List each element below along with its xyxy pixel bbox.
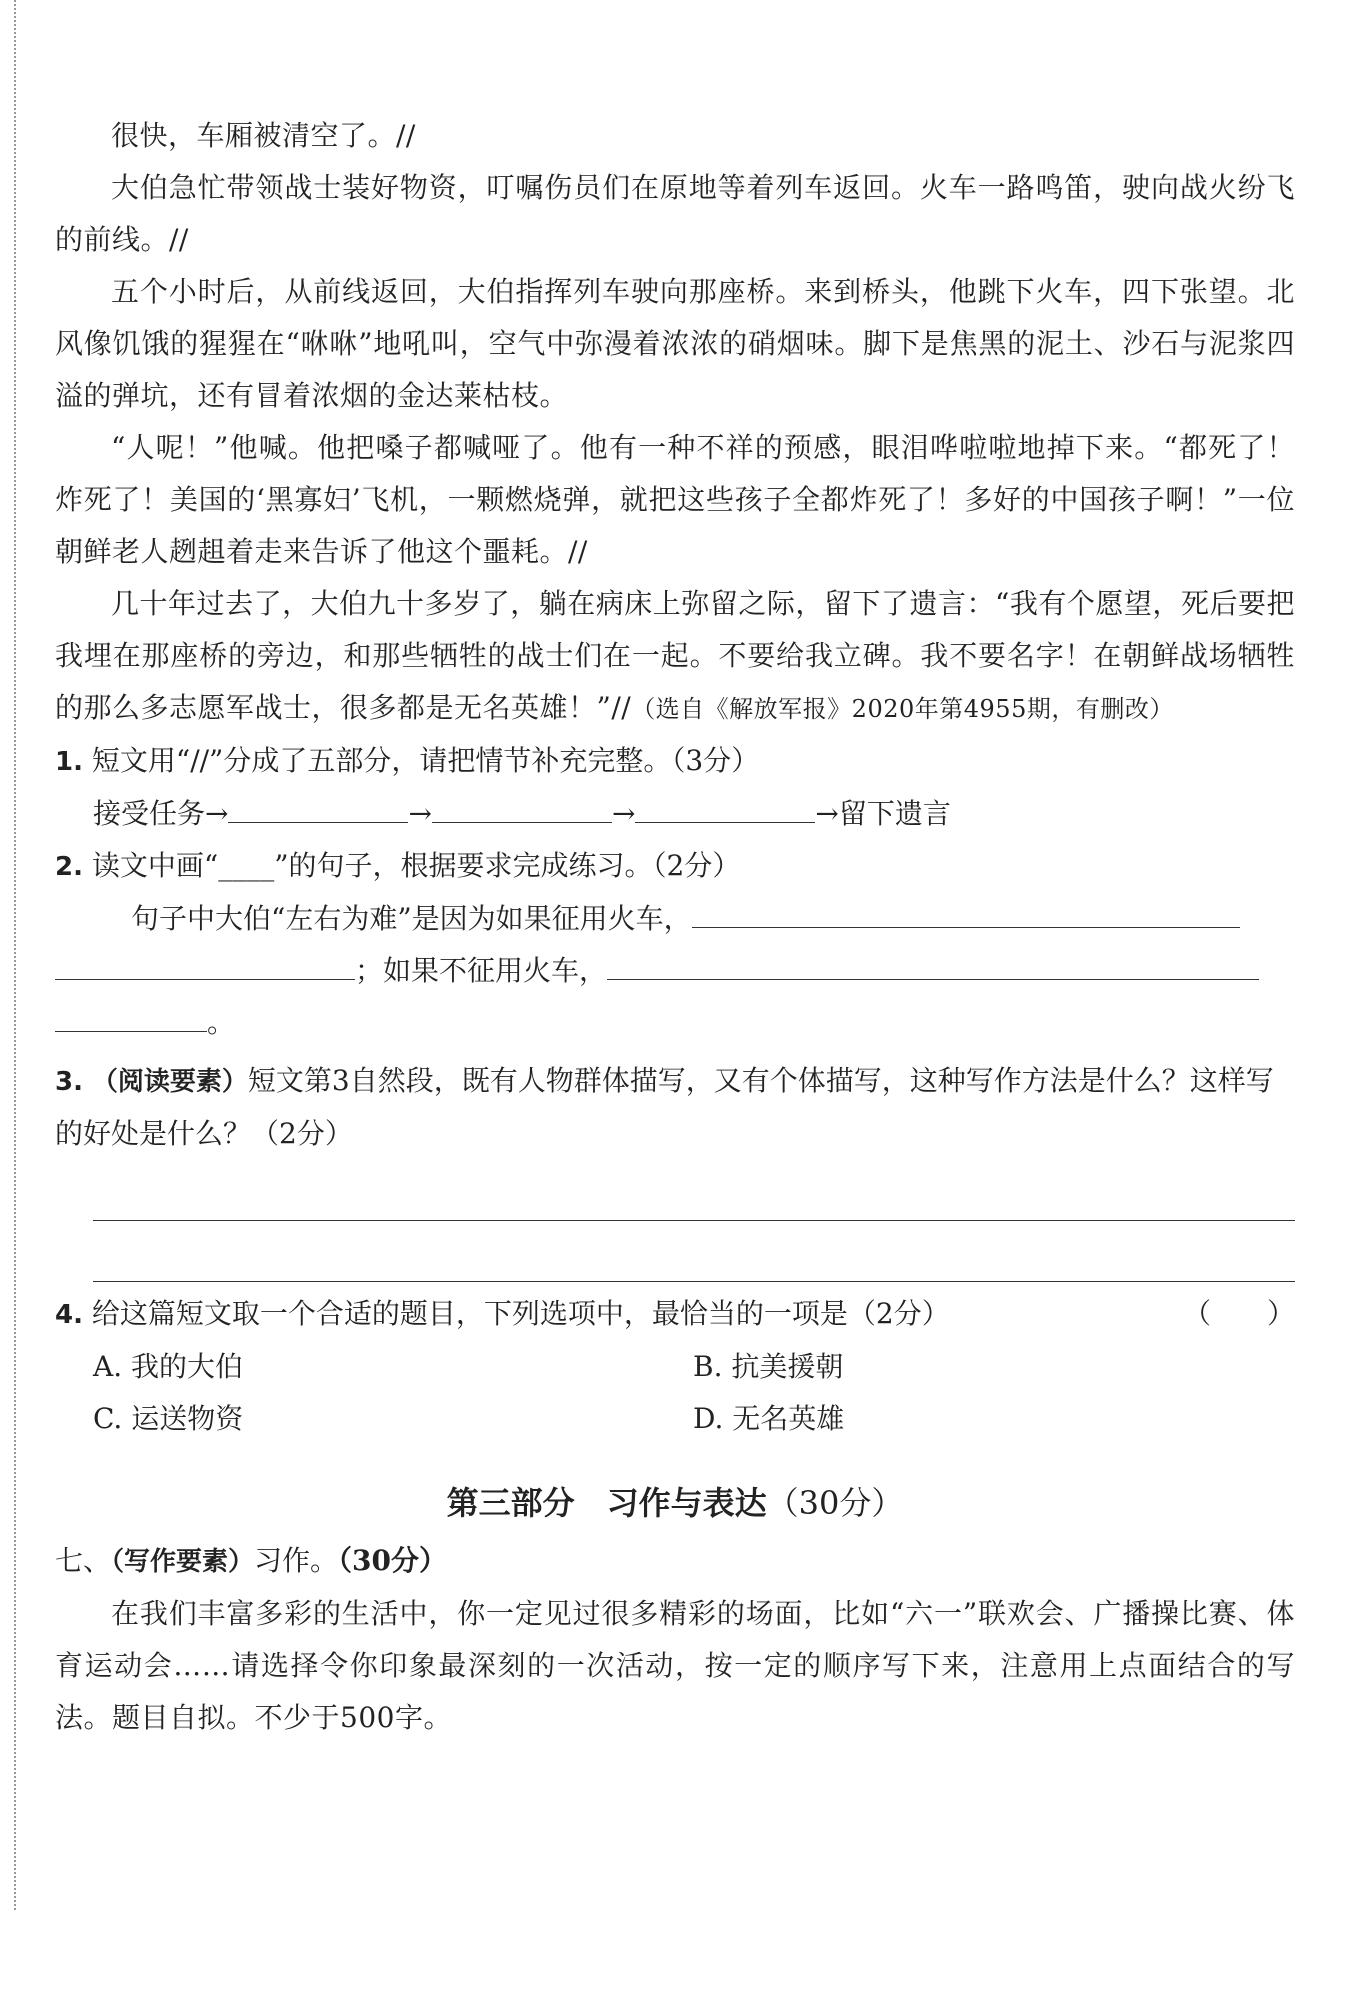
flow-start-label: 接受任务→ bbox=[93, 797, 229, 830]
option-a[interactable]: A. 我的大伯 bbox=[93, 1350, 244, 1383]
question-3-tag: （阅读要素） bbox=[91, 1067, 248, 1097]
task-7-body: 在我们丰富多彩的生活中，你一定见过很多精彩的场面，比如“六一”联欢会、广播操比赛、体育运动会……请选择令你印象最深刻的一次活动，按一定的顺序写下来，注意用上点面结合的写法。题目自拟。不少于500字。 bbox=[55, 1597, 1295, 1734]
section-3-points: （30分） bbox=[766, 1484, 904, 1522]
plot-blank-1[interactable] bbox=[228, 788, 408, 823]
task-7-label: 习作。 bbox=[254, 1544, 339, 1577]
question-4-options bbox=[55, 1341, 1295, 1445]
option-b[interactable]: B. 抗美援朝 bbox=[693, 1350, 844, 1383]
question-2-prompt-2: ；如果不征用火车， bbox=[355, 954, 608, 987]
answer-blank-2a[interactable] bbox=[692, 893, 1240, 928]
source-citation: （选自《解放军报》2020年第4955期，有删改） bbox=[631, 695, 1174, 723]
task-7-heading bbox=[55, 1535, 1295, 1588]
question-4-number: 4. bbox=[55, 1300, 83, 1330]
flow-arrow-1: → bbox=[408, 797, 432, 830]
question-2-number: 2. bbox=[55, 852, 83, 882]
question-4 bbox=[55, 1288, 1295, 1341]
section-3-title-text: 第三部分 习作与表达 bbox=[446, 1484, 767, 1522]
passage-paragraph-3: 五个小时后，从前线返回，大伯指挥列车驶向那座桥。来到桥头，他跳下火车，四下张望。北风像饥饿的猩猩在“咻咻”地吼叫，空气中弥漫着浓浓的硝烟味。脚下是焦黑的泥土、沙石与泥浆四溢的弹坑，还有冒着浓烟的金达莱枯枝。 bbox=[55, 275, 1295, 412]
worksheet-page bbox=[55, 110, 1295, 1744]
answer-blank-2d[interactable] bbox=[55, 997, 207, 1032]
plot-blank-3[interactable] bbox=[635, 788, 815, 823]
question-1-plot-flow bbox=[55, 788, 1295, 840]
answer-blank-2c[interactable] bbox=[607, 945, 1259, 980]
question-1-number: 1. bbox=[55, 747, 83, 777]
option-c[interactable]: C. 运送物资 bbox=[93, 1402, 244, 1435]
answer-parentheses[interactable]: （ ） bbox=[1182, 1297, 1295, 1330]
passage-paragraph-4: “人呢！”他喊。他把嗓子都喊哑了。他有一种不祥的预感，眼泪哗啦啦地掉下来。“都死了！炸死了！美国的‘黑寡妇’飞机，一颗燃烧弹，就把这些孩子全都炸死了！多好的中国孩子啊！”一位朝鲜老人趔趄着走来告诉了他这个噩耗。// bbox=[55, 431, 1295, 568]
passage-paragraph-1: 很快，车厢被清空了。// bbox=[111, 119, 416, 152]
question-2-line-1 bbox=[55, 893, 1295, 945]
question-1-text: 短文用“//”分成了五部分，请把情节补充完整。（3分） bbox=[91, 744, 760, 777]
binding-margin-rule bbox=[14, 0, 16, 1910]
question-2-line-2 bbox=[55, 945, 1295, 997]
passage-paragraph-5 bbox=[55, 578, 1295, 735]
question-1 bbox=[55, 735, 1295, 788]
question-4-text: 给这篇短文取一个合适的题目，下列选项中，最恰当的一项是（2分） bbox=[91, 1297, 950, 1330]
question-2-prompt-1: 句子中大伯“左右为难”是因为如果征用火车， bbox=[131, 902, 692, 935]
task-7-number: 七、 bbox=[55, 1544, 112, 1577]
question-3-text: 短文第3自然段，既有人物群体描写，又有个体描写，这种写作方法是什么？这样写的好处是什么？（2分） bbox=[55, 1064, 1274, 1150]
question-3 bbox=[55, 1055, 1295, 1160]
plot-blank-2[interactable] bbox=[432, 788, 612, 823]
passage-paragraph-5-text: 几十年过去了，大伯九十多岁了，躺在病床上弥留之际，留下了遗言：“我有个愿望，死后要把我埋在那座桥的旁边，和那些牺牲的战士们在一起。不要给我立碑。我不要名字！在朝鲜战场牺牲的那么多志愿军战士，很多都是无名英雄！”// bbox=[55, 587, 1295, 724]
answer-line-3b[interactable] bbox=[93, 1221, 1295, 1282]
question-3-number: 3. bbox=[55, 1067, 83, 1097]
task-7-tag: （写作要素） bbox=[111, 1547, 255, 1577]
section-3-title bbox=[55, 1475, 1295, 1531]
task-7-points: （30分） bbox=[338, 1544, 448, 1577]
passage-paragraph-2: 大伯急忙带领战士装好物资，叮嘱伤员们在原地等着列车返回。火车一路鸣笛，驶向战火纷飞的前线。// bbox=[55, 171, 1295, 256]
answer-blank-2b[interactable] bbox=[55, 945, 355, 980]
answer-line-3a[interactable] bbox=[93, 1160, 1295, 1221]
question-2-line-3 bbox=[55, 997, 1295, 1049]
question-2-text: 读文中画“____”的句子，根据要求完成练习。（2分） bbox=[91, 849, 741, 882]
option-d[interactable]: D. 无名英雄 bbox=[693, 1402, 845, 1435]
flow-end-label: →留下遗言 bbox=[815, 797, 951, 830]
question-2-end-mark: 。 bbox=[207, 1006, 236, 1039]
question-2 bbox=[55, 840, 1295, 893]
flow-arrow-2: → bbox=[611, 797, 636, 830]
